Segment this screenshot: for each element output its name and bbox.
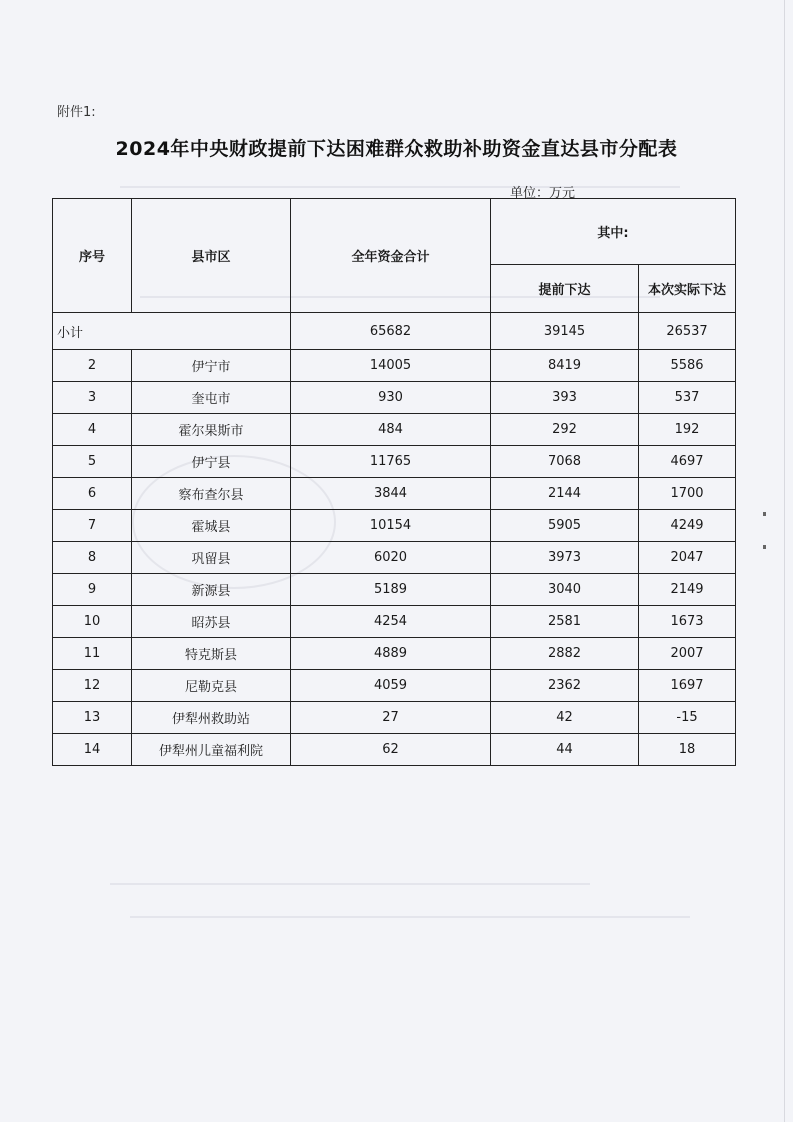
cell-advance: 2362 xyxy=(491,670,639,702)
cell-total: 4059 xyxy=(291,670,491,702)
allocation-table xyxy=(52,198,735,766)
cell-seq: 5 xyxy=(53,446,132,478)
cell-county: 霍尔果斯市 xyxy=(132,414,291,446)
cell-advance: 5905 xyxy=(491,510,639,542)
cell-advance: 292 xyxy=(491,414,639,446)
cell-total: 11765 xyxy=(291,446,491,478)
cell-advance: 2882 xyxy=(491,638,639,670)
cell-county: 伊宁县 xyxy=(132,446,291,478)
page-edge xyxy=(784,0,785,1122)
cell-seq: 7 xyxy=(53,510,132,542)
cell-actual: 1700 xyxy=(639,478,736,510)
cell-county: 察布查尔县 xyxy=(132,478,291,510)
table-row xyxy=(53,702,736,734)
bleed-through-line xyxy=(130,916,690,918)
table-row xyxy=(53,414,736,446)
header-total: 全年资金合计 xyxy=(291,199,491,313)
cell-actual: 2149 xyxy=(639,574,736,606)
cell-actual: 18 xyxy=(639,734,736,766)
cell-actual: 1673 xyxy=(639,606,736,638)
cell-total: 4889 xyxy=(291,638,491,670)
subtotal-total: 65682 xyxy=(291,313,491,350)
cell-county: 巩留县 xyxy=(132,542,291,574)
cell-total: 10154 xyxy=(291,510,491,542)
cell-total: 14005 xyxy=(291,350,491,382)
subtotal-actual: 26537 xyxy=(639,313,736,350)
cell-seq: 6 xyxy=(53,478,132,510)
scan-mark xyxy=(763,512,766,516)
cell-county: 尼勒克县 xyxy=(132,670,291,702)
scan-mark xyxy=(763,545,766,549)
table-row xyxy=(53,670,736,702)
table-row xyxy=(53,574,736,606)
cell-county: 伊犁州儿童福利院 xyxy=(132,734,291,766)
header-row xyxy=(53,199,736,265)
table-row xyxy=(53,350,736,382)
cell-total: 484 xyxy=(291,414,491,446)
cell-county: 新源县 xyxy=(132,574,291,606)
cell-advance: 8419 xyxy=(491,350,639,382)
cell-seq: 3 xyxy=(53,382,132,414)
cell-total: 930 xyxy=(291,382,491,414)
bleed-through-line xyxy=(110,883,590,885)
cell-seq: 8 xyxy=(53,542,132,574)
cell-total: 27 xyxy=(291,702,491,734)
cell-seq: 4 xyxy=(53,414,132,446)
header-advance: 提前下达 xyxy=(491,265,639,313)
subtotal-row xyxy=(53,313,736,350)
cell-total: 5189 xyxy=(291,574,491,606)
cell-total: 3844 xyxy=(291,478,491,510)
subtotal-label: 小计 xyxy=(53,313,291,350)
cell-advance: 7068 xyxy=(491,446,639,478)
cell-actual: 192 xyxy=(639,414,736,446)
header-actual: 本次实际下达 xyxy=(639,265,736,313)
document-title: 2024年中央财政提前下达困难群众救助补助资金直达县市分配表 xyxy=(115,138,678,160)
cell-actual: 537 xyxy=(639,382,736,414)
cell-county: 伊犁州救助站 xyxy=(132,702,291,734)
cell-actual: 4249 xyxy=(639,510,736,542)
header-among: 其中: xyxy=(491,199,736,265)
cell-total: 6020 xyxy=(291,542,491,574)
cell-total: 4254 xyxy=(291,606,491,638)
cell-advance: 44 xyxy=(491,734,639,766)
table-row xyxy=(53,606,736,638)
cell-actual: 1697 xyxy=(639,670,736,702)
unit-label: 单位：万元 xyxy=(510,186,576,201)
cell-seq: 9 xyxy=(53,574,132,606)
cell-county: 昭苏县 xyxy=(132,606,291,638)
table-row xyxy=(53,542,736,574)
cell-county: 奎屯市 xyxy=(132,382,291,414)
cell-actual: 2007 xyxy=(639,638,736,670)
table-row xyxy=(53,734,736,766)
table-row xyxy=(53,638,736,670)
cell-seq: 12 xyxy=(53,670,132,702)
cell-advance: 2581 xyxy=(491,606,639,638)
cell-seq: 14 xyxy=(53,734,132,766)
cell-advance: 3973 xyxy=(491,542,639,574)
cell-advance: 393 xyxy=(491,382,639,414)
cell-actual: 5586 xyxy=(639,350,736,382)
cell-county: 伊宁市 xyxy=(132,350,291,382)
header-county: 县市区 xyxy=(132,199,291,313)
subtotal-advance: 39145 xyxy=(491,313,639,350)
table-row xyxy=(53,382,736,414)
attachment-label: 附件1: xyxy=(57,105,96,120)
table-row xyxy=(53,446,736,478)
cell-advance: 3040 xyxy=(491,574,639,606)
cell-total: 62 xyxy=(291,734,491,766)
cell-county: 特克斯县 xyxy=(132,638,291,670)
cell-county: 霍城县 xyxy=(132,510,291,542)
bleed-through-line xyxy=(120,186,680,188)
cell-actual: -15 xyxy=(639,702,736,734)
table-row xyxy=(53,510,736,542)
cell-seq: 11 xyxy=(53,638,132,670)
cell-advance: 42 xyxy=(491,702,639,734)
cell-seq: 10 xyxy=(53,606,132,638)
cell-seq: 13 xyxy=(53,702,132,734)
table-row xyxy=(53,478,736,510)
header-seq: 序号 xyxy=(53,199,132,313)
cell-actual: 2047 xyxy=(639,542,736,574)
cell-advance: 2144 xyxy=(491,478,639,510)
cell-seq: 2 xyxy=(53,350,132,382)
cell-actual: 4697 xyxy=(639,446,736,478)
